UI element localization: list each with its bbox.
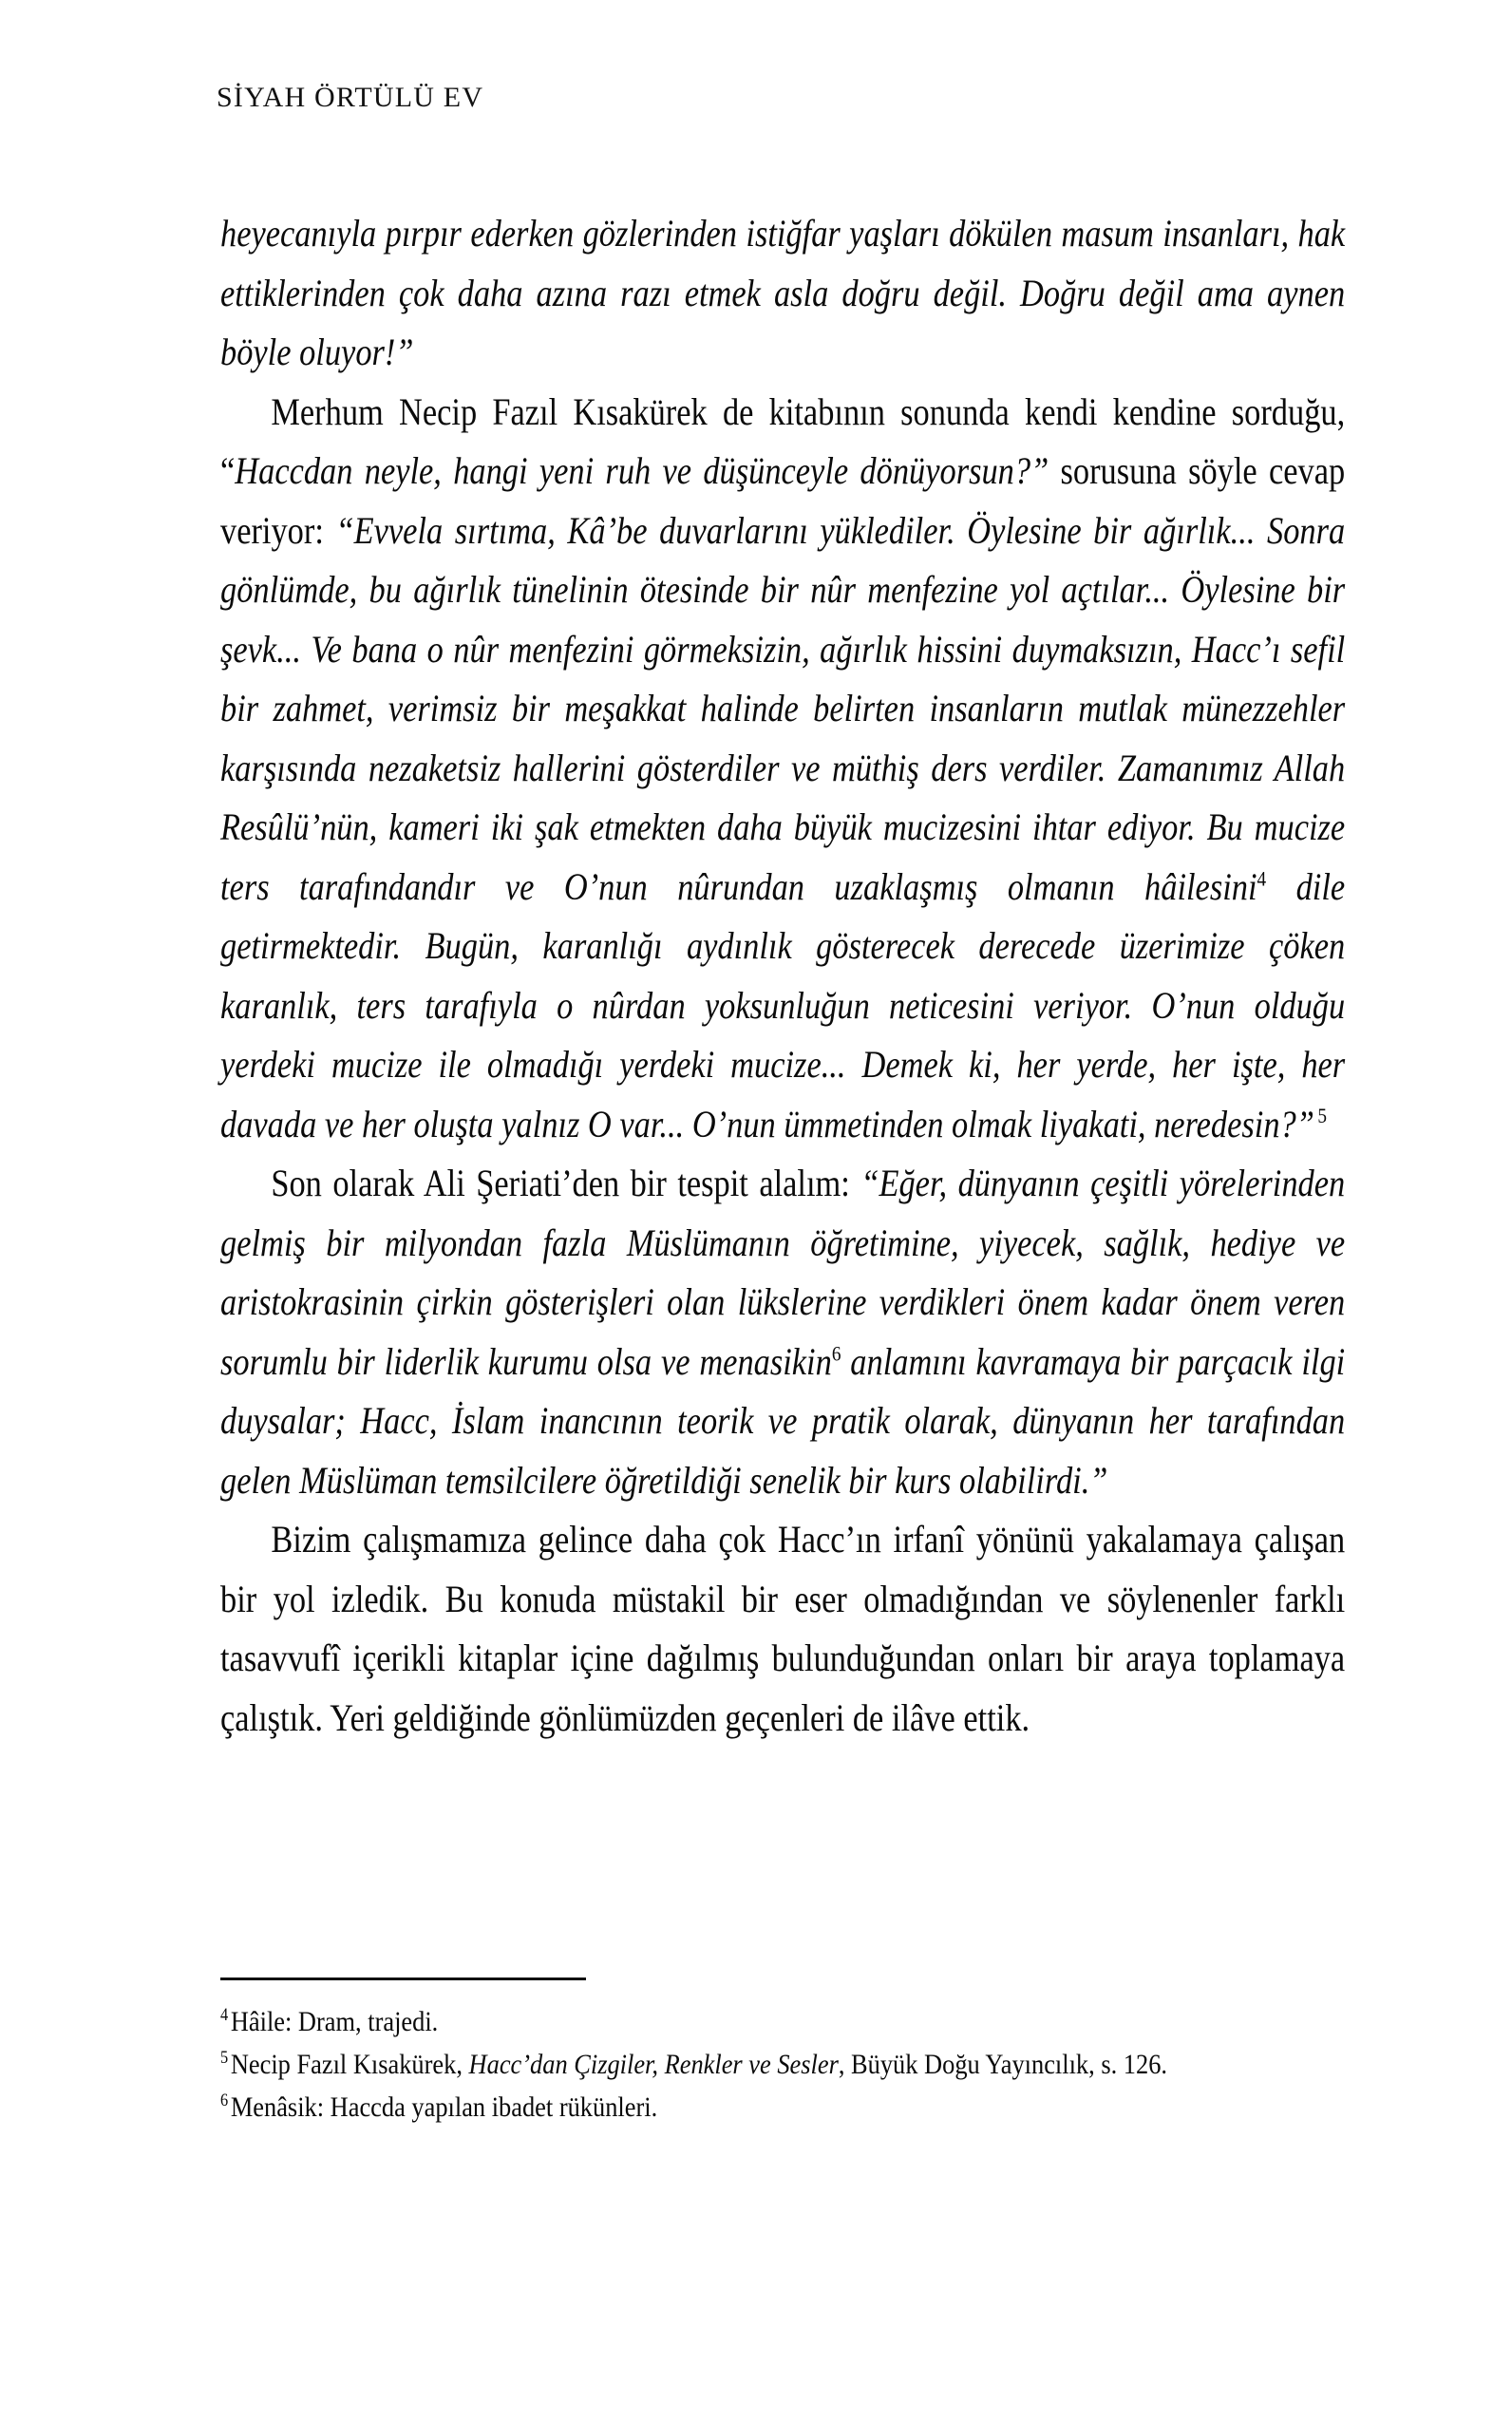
- p3-roman-intro: Son olarak Ali Şeriati’den bir tespit alalım:: [271, 1162, 861, 1204]
- footnote-italic-title: Hacc’dan Çizgiler, Renkler ve Sesler: [468, 2049, 839, 2080]
- quote-text-run: heyecanıyla pırpır ederken gözlerinden istiğfar yaşları dökülen masum insanları, hak ettiklerinden çok daha azına razı etmek asla doğru değil. Doğru değil ama aynen böyle oluyor!”: [220, 212, 1346, 373]
- footnote-number: 5: [220, 2048, 229, 2068]
- footnote-text-run-1: Hâile: Dram, trajedi.: [230, 2006, 439, 2037]
- footnote-block: [220, 2000, 1346, 2129]
- running-header-title: SİYAH ÖRTÜLÜ EV: [217, 82, 484, 113]
- footnote-item: [220, 2043, 1346, 2086]
- p2-italic-question: Haccdan neyle, hangi yeni ruh ve düşünceyle dönüyorsun?”: [235, 449, 1049, 492]
- footnote-text-run-1: Menâsik: Haccda yapılan ibadet rükünleri.: [230, 2091, 658, 2123]
- footnote-text-run-2: , Büyük Doğu Yayıncılık, s. 126.: [838, 2049, 1168, 2080]
- p3-italic-quote-rest: anlamını kavramaya bir parçacık ilgi duysalar; Hacc, İslam inancının teorik ve pratik olarak, dünyanın her tarafından gelen Müslüman temsilcilere öğretildiği senelik bir kurs olabilirdi.”: [220, 1339, 1346, 1502]
- paragraph-necip-fazil: [220, 383, 1345, 1155]
- p2-italic-quote-rest: dile getirmektedir. Bugün, karanlığı aydınlık gösterecek derecede üzerimize çöken karanlık, ters tarafıyla o nûrdan yoksunluğun neticesini veriyor. O’nun olduğu yerdeki mucize ile olmadığı yerdeki mucize... Demek ki, her yerde, her işte, her davada ve her oluşta yalnız O var... O’nun ümmetinden olmak liyakati, neredesin?”: [220, 864, 1346, 1145]
- footnote-separator-rule: [220, 1977, 586, 1980]
- paragraph-ali-seriati: [220, 1154, 1345, 1510]
- footnote-item: [220, 2000, 1346, 2043]
- footnote-number: 4: [220, 2005, 229, 2025]
- p3-italic-quote-main: “Eğer, dünyanın çeşitli yörelerinden gelmiş bir milyondan fazla Müslümanın öğretimine, yiyecek, sağlık, hediye ve aristokrasinin çirkin gösterişleri olan lükslerine verdikleri önem kadar önem veren sorumlu bir liderlik kurumu olsa ve menasikin: [220, 1162, 1346, 1383]
- p4-roman-run: Bizim çalışmamıza gelince daha çok Hacc’ın irfanî yönünü yakalamaya çalışan bir yol izledik. Bu konuda müstakil bir eser olmadığından ve söylenenler farklı tasavvufî içerikli kitaplar içine dağılmış bulunduğundan onları bir araya toplamaya çalıştık. Yeri geldiğinde gönlümüzden geçenleri de ilâve ettik.: [220, 1518, 1346, 1739]
- footnote-item: [220, 2086, 1346, 2129]
- paragraph-quote-continuation: [220, 204, 1345, 383]
- p2-italic-quote-main: “Evvela sırtıma, Kâ’be duvarlarını yüklediler. Öylesine bir ağırlık... Sonra gönlümde, bu ağırlık tünelinin ötesinde bir nûr menfezine yol açtılar... Öylesine bir şevk... Ve bana o nûr menfezini görmeksizin, ağırlık hissini duymaksızın, Hacc’ı sefil bir zahmet, verimsiz bir meşakkat halinde belirten insanların mutlak münezzehler karşısında nezaketsiz hallerini gösterdiler ve müthiş ders verdiler. Zamanımız Allah Resûlü’nün, kameri iki şak etmekten daha büyük mucizesini ihtar ediyor. Bu mucize ters tarafındandır ve O’nun nûrundan uzaklaşmış olmanın hâilesini: [220, 508, 1346, 908]
- main-text-block: [220, 204, 1346, 1748]
- footnote-marker-6[interactable]: 6: [831, 1341, 841, 1366]
- footnote-marker-4[interactable]: 4: [1257, 866, 1267, 891]
- p2-roman-run-2: sorusuna söyle cevap veriyor:: [220, 449, 1346, 552]
- p2-roman-run-1: Merhum Necip Fazıl Kısakürek de kitabının sonunda kendi kendine sorduğu, “: [220, 389, 1346, 492]
- footnote-text-run-1: Necip Fazıl Kısakürek,: [230, 2049, 469, 2080]
- paragraph-closing: [220, 1510, 1345, 1748]
- footnote-number: 6: [220, 2091, 229, 2110]
- footnote-marker-5[interactable]: 5: [1317, 1104, 1327, 1128]
